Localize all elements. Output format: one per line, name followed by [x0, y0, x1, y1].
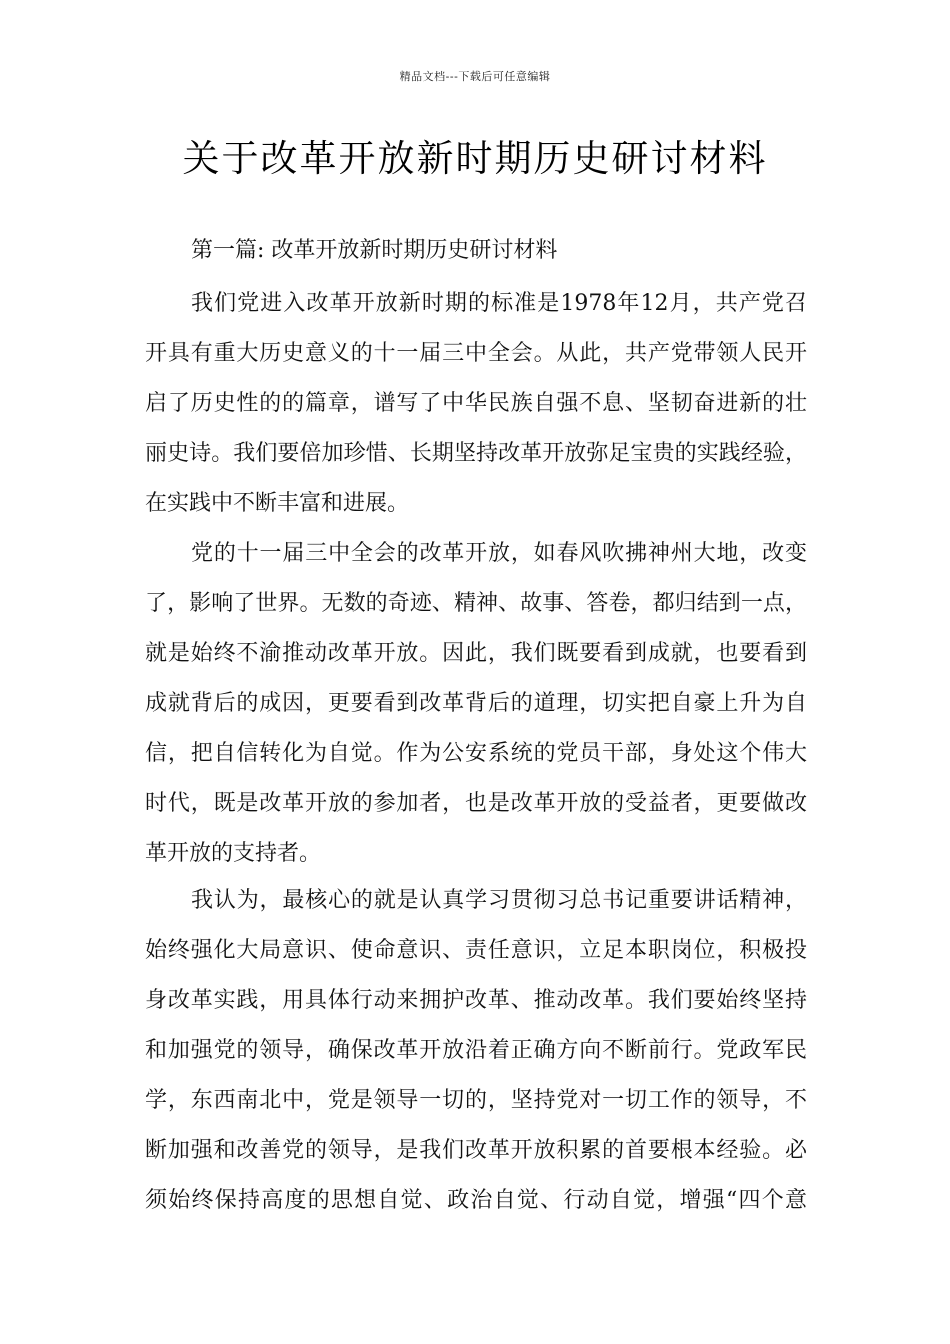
paragraph-line: 时代，既是改革开放的参加者，也是改革开放的受益者，更要做改: [145, 791, 807, 816]
paragraph-line: 成就背后的成因，更要看到改革背后的道理，切实把自豪上升为自: [145, 691, 807, 716]
paragraph-line: 我认为，最核心的就是认真学习贯彻习总书记重要讲话精神，: [191, 888, 807, 913]
paragraph-line: 我们党进入改革开放新时期的标准是1978年12月，共产党召: [191, 291, 807, 316]
paragraph-line: 身改革实践，用具体行动来拥护改革、推动改革。我们要始终坚持: [145, 988, 807, 1013]
paragraph-line: 启了历史性的的篇章，谱写了中华民族自强不息、坚韧奋进新的壮: [145, 391, 807, 416]
section-heading: 第一篇: 改革开放新时期历史研讨材料: [191, 238, 558, 263]
paragraph-line: 革开放的支持者。: [145, 841, 322, 866]
paragraph-line: 和加强党的领导，确保改革开放沿着正确方向不断前行。党政军民: [145, 1038, 807, 1063]
paragraph-line: 就是始终不渝推动改革开放。因此，我们既要看到成就，也要看到: [145, 641, 807, 666]
paragraph-line: 党的十一届三中全会的改革开放，如春风吹拂神州大地，改变: [191, 541, 807, 566]
header-note: 精品文档---下载后可任意编辑: [399, 70, 551, 83]
paragraph-line: 丽史诗。我们要倍加珍惜、长期坚持改革开放弥足宝贵的实践经验，: [145, 441, 807, 466]
paragraph-line: 学，东西南北中，党是领导一切的，坚持党对一切工作的领导，不: [145, 1088, 807, 1113]
paragraph-line: 始终强化大局意识、使命意识、责任意识，立足本职岗位，积极投: [145, 938, 807, 963]
paragraph-line: 信，把自信转化为自觉。作为公安系统的党员干部，身处这个伟大: [145, 741, 807, 766]
paragraph-line: 在实践中不断丰富和进展。: [145, 491, 410, 516]
paragraph-line: 断加强和改善党的领导，是我们改革开放积累的首要根本经验。必: [145, 1138, 807, 1163]
paragraph-line: 开具有重大历史意义的十一届三中全会。从此，共产党带领人民开: [145, 341, 807, 366]
document-title: 关于改革开放新时期历史研讨材料: [182, 137, 768, 180]
paragraph-1: [145, 288, 807, 538]
paragraph-2: [145, 538, 807, 888]
paragraph-3: [145, 885, 807, 1235]
paragraph-line: 须始终保持高度的思想自觉、政治自觉、行动自觉，增强“四个意: [145, 1188, 807, 1213]
paragraph-line: 了，影响了世界。无数的奇迹、精神、故事、答卷，都归结到一点，: [145, 591, 807, 616]
